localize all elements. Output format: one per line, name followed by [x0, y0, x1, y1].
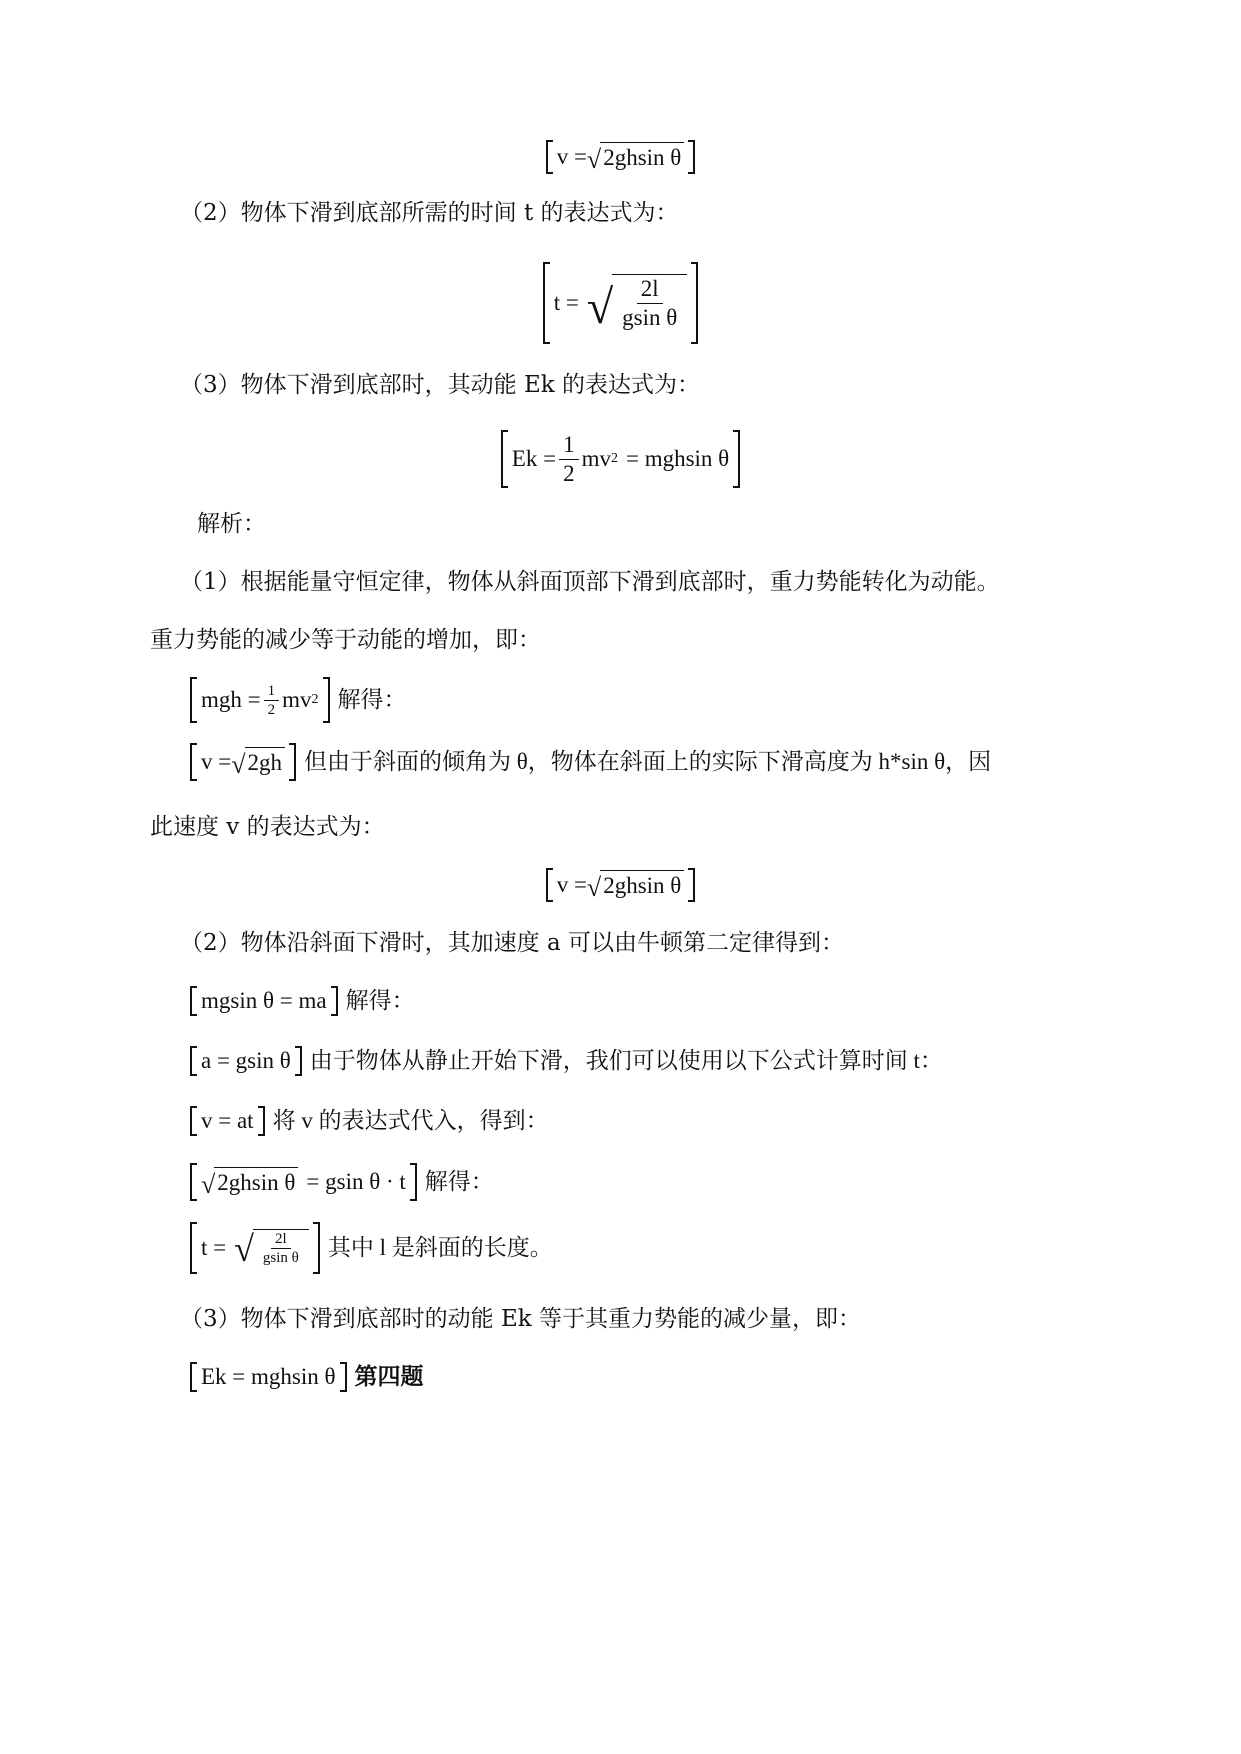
analysis-label: 解析： — [197, 511, 266, 537]
analysis-1-line-4: 此速度 v 的表达式为： — [150, 814, 385, 840]
eq-lhs: v = — [201, 749, 232, 774]
equation-time: t = √ $\frac{2l}{\text{gsin θ}}$ — [0, 262, 1241, 344]
text-inclination: 但由于斜面的倾角为 θ，物体在斜面上的实际下滑高度为 h*sin θ，因 — [304, 749, 992, 774]
eq-lhs: t = — [201, 1235, 227, 1260]
fraction-denominator: gsin θ — [262, 1250, 299, 1266]
analysis-2-sqrt-row: √ 2ghsin θ = gsin θ · t 解得： — [190, 1160, 494, 1204]
analysis-2-time-row: t = √ $\frac{2l}{\text{gsin θ}}$ 其中 l 是斜面的长度。 — [190, 1218, 553, 1278]
question-2-text: （2）物体下滑到底部所需的时间 t 的表达式为： — [180, 200, 679, 226]
fraction-denominator: 2 — [267, 701, 276, 718]
analysis-1-velocity-row: v = √ 2gh 但由于斜面的倾角为 θ，物体在斜面上的实际下滑高度为 h*sin θ，因 — [190, 740, 991, 784]
eq-lhs: mgh = — [201, 687, 261, 712]
analysis-1-line-2: 重力势能的减少等于动能的增加，即： — [150, 627, 541, 653]
eq-radicand: 2ghsin θ — [600, 870, 684, 901]
analysis-2-newton-row — [190, 986, 415, 1016]
eq-exponent: 2 — [610, 451, 618, 466]
eq-exponent: 2 — [311, 692, 319, 707]
fraction-numerator: 2l — [637, 275, 663, 304]
eq-lhs: v = — [556, 872, 587, 897]
equation-velocity: v = √ 2ghsin θ — [0, 140, 1241, 174]
eq-newton: mgsin θ = ma — [201, 988, 327, 1013]
equation-kinetic-energy — [0, 430, 1241, 488]
eq-term: mv — [581, 446, 611, 471]
eq-kinetic-energy: Ek = mghsin θ — [201, 1364, 336, 1389]
question-3-text: （3）物体下滑到底部时，其动能 Ek 的表达式为： — [180, 372, 700, 398]
eq-radicand: 2gh — [245, 747, 286, 778]
eq-lhs: t = — [553, 290, 579, 315]
eq-rhs: mv — [282, 687, 312, 712]
eq-acceleration: a = gsin θ — [201, 1048, 291, 1073]
fraction-numerator: 2l — [271, 1230, 291, 1249]
eq-lhs: v = — [556, 144, 587, 169]
eq-rhs: = mghsin θ — [625, 446, 730, 471]
eq-rhs: = gsin θ · t — [306, 1169, 406, 1194]
text-formula-intro: 由于物体从静止开始下滑，我们可以使用以下公式计算时间 t： — [309, 1048, 943, 1073]
analysis-3-line-1: （3）物体下滑到底部时的动能 Ek 等于其重力势能的减少量，即： — [180, 1306, 861, 1332]
analysis-2-acceleration-row — [190, 1046, 943, 1076]
text-substitute: 将 v 的表达式代入，得到： — [272, 1108, 549, 1133]
analysis-1-line-1: （1）根据能量守恒定律，物体从斜面顶部下滑到底部时，重力势能转化为动能。 — [180, 569, 1000, 595]
fraction-numerator: 1 — [559, 431, 579, 460]
fraction-denominator: gsin θ — [622, 305, 678, 330]
text-solve: 解得： — [424, 1169, 494, 1194]
equation-velocity-final: v = √ 2ghsin θ — [0, 868, 1241, 902]
eq-radicand: 2ghsin θ — [600, 142, 684, 173]
text-length-note: 其中 l 是斜面的长度。 — [327, 1235, 553, 1260]
eq-radicand: 2ghsin θ — [214, 1167, 298, 1198]
text-solve: 解得： — [337, 687, 407, 712]
analysis-1-energy-row — [190, 674, 407, 726]
eq-lhs: Ek = — [511, 446, 557, 471]
analysis-2-vat-row — [190, 1106, 549, 1136]
fraction-numerator: 1 — [264, 682, 280, 701]
text-solve: 解得： — [345, 988, 415, 1013]
analysis-3-energy-row — [190, 1362, 424, 1392]
fraction-denominator: 2 — [563, 460, 575, 486]
eq-v-at: v = at — [201, 1108, 254, 1133]
analysis-2-line-1: （2）物体沿斜面下滑时，其加速度 a 可以由牛顿第二定律得到： — [180, 930, 844, 956]
section-heading-question-4: 第四题 — [354, 1364, 424, 1390]
